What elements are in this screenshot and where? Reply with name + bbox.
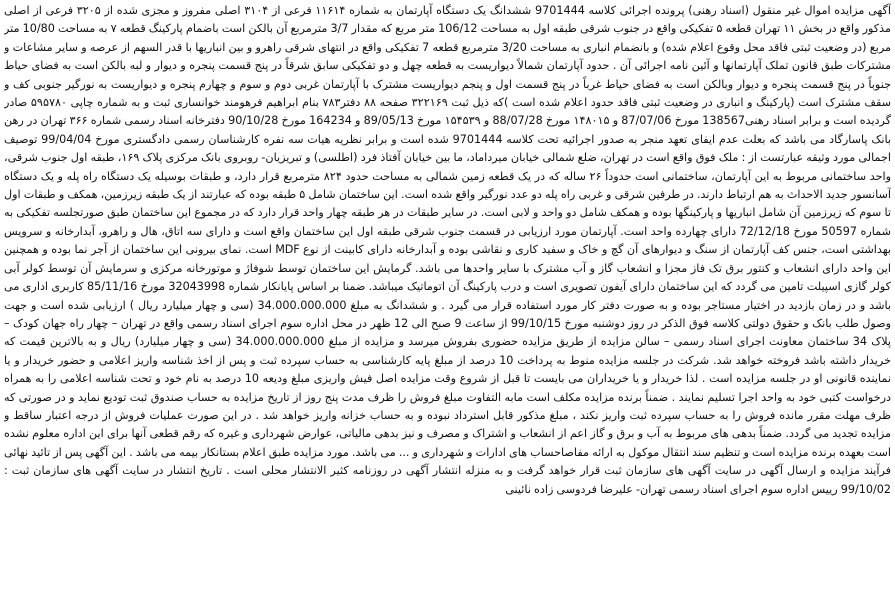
auction-notice-text: آگهی مزایده اموال غیر منقول (اسناد رهنی) پرونده اجرائی کلاسه 9701444 ششدانگ یک دستگاه آپارتمان به شماره ۱۱۶۱۴ فرعی از ۳۱۰۴ اصلی مفروز و مجزی شده از ۳۲۰۵ فرعی از اصلی مذکور واقع در بخش ۱۱ تهران قطعه ۵ تفکیکی واقع در جنوب شرقی طبقه اول به مساحت 106/12 متر مربع که مقدار 3/7 مترمربع آن بالکن است باضمام پارکینگ قطعه ۷ به مساحت 10/80 متر مربع (در وضعیت ثبتی فاقد محل وقوع اعلام شده) و بانضمام انباری به مساحت 3/20 مترمربع قطعه 7 تفکیکی واقع در انتهای شرقی راهرو و بین انباریها با قدر السهم از عرصه و سایر مشاعات و مشترکات طبق قانون تملک آپارتمانها و آئین نامه اجرائی آن . حدود آپارتمان شمالاً دیواریست به قطعه چهل و دو تفکیکی سابق شرقاً در پنج قسمت پنجره و دیوار و لبه بالکن است به فضای حیاط جنوباً در پنج قسمت پنجره و دیوار وبالکن است به فضای حیاط غرباً در پنج قسمت اول و پنجم دیواریست مشترک با آپارتمان غربی دوم و سوم و چهارم پنجره و دیواریست به نورگیر جنوبی کف و سقف مشترک است (پارکینگ و انباری در وضعیت ثبتی فاقد حدود اعلام شده است )که ذیل ثبت ۳۲۲۱۶۹ صفحه ۸۸ دفتر۷۸۳ بنام ابراهیم فرهومند خوانساری ثبت و به شماره چاپی ۵۹۵۷۸۰ صادر گردیده است و برابر اسناد رهنی138567 مورخ 87/07/06 و ۱۴۸۰۱۵ مورخ 88/07/28 و ۱۵۴۵۳۹ مورخ 89/05/13 و 164234 مورخ 90/10/28 دفترخانه اسناد رسمی شماره ۳۶۶ تهران در رهن بانک پاسارگاد می باشد که بعلت عدم ایفای تعهد منجر به صدور اجرائیه تحت کلاسه 9701444 شده است و برابر نظریه هیات سه نفره کارشناسان رسمی دادگستری مورخ 99/04/04 توصیف اجمالی مورد وثیقه عبارتست از : ملک فوق واقع است در تهران، ضلع شمالی خیابان میرداماد، ما بین خیابان آفتاذ فرد (اطلسی) و تبریزیان- روبروی بانک مرکزی پلاک ۱۶۹، طبقه اول جنوب شرقی، واحد ساختمانی مربوط به این آپارتمان، ساختمانی است حدوداً ۲۶ ساله که در یک قطعه زمین شمالی به مساحت حدود ۸۲۴ مترمربع قرار دارد، و طبقات بوسیله یک دستگاه راه پله و یک دستگاه آسانسور جدید الاحداث به هم ارتباط دارند. در طرفین شرقی و غربی راه پله دو عدد نورگیر واقع شده است. این ساختمان شامل ۵ طبقه بوده که عبارتند از یک طبقه زیرزمین، همکف و طبقات اول تا سوم که زیرزمین آن شامل انباریها و پارکینگها بوده و همکف شامل دو واحد و لابی است. در سایر طبقات در هر طبقه چهار واحد قرار دارد که در مجموع این ساختمان طبق صورتجلسه تفکیکی به شماره 50597 مورخ 72/12/18 دارای چهارده واحد است. آپارتمان مورد ارزیابی در قسمت جنوب شرقی طبقه اول این ساختمان واقع است و دارای سه اتاق، هال و راهرو، آبدارخانه و سرویس بهداشتی است، جنس کف آپارتمان از سنگ و دیوارهای آن گچ و خاک و سفید کاری و نقاشی بوده و آبدارخانه دارای کابینت از نوع MDF است. نمای بیرونی این ساختمان از آجر نما بوده و همچنین این واحد دارای انشعاب و کنتور برق تک فاز مجزا و انشعاب گاز و آب مشترک با سایر واحدها می باشد. گرمایش این ساختمان توسط شوفاژ و موتورخانه مرکزی و سرمایش آن توسط کولر آبی کولر گازی اسپیلت تامین می گردد که این ساختمان دارای آیفون تصویری است و درب پارکینگ آن اتوماتیک میباشد. ضمنا بر اساس پایانکار شماره 32043998 مورخ 85/11/16 کاربری اداری می باشد و در زمان بازدید در اختیار مستاجر بوده و به صورت دفتر کار مورد استفاده قرار می گیرد . و ششدانگ به مبلغ 34.000.000.000 (سی و چهار میلیارد ریال ) ارزیابی شده است و جهت وصول طلب بانک و حقوق دولتی کلاسه فوق الذکر در روز دوشنبه مورخ 99/10/15 از ساعت 9 صبح الی 12 ظهر در محل اداره سوم اجرای اسناد رسمی واقع در تهران – چهار راه جهان کودک – پلاک 34 ساختمان معاونت اجرای اسناد رسمی – سالن مزایده از طریق مزایده حضوری بفروش میرسد و مزایده از مبلغ 34.000.000.000 (سی و چهار میلیارد) ریال و به بالاترین قیمت که خریدار داشته باشد فروخته خواهد شد. شرکت در جلسه مزایده منوط به پرداخت 10 درصد از مبلغ پایه کارشناسی به حساب سپرده ثبت و پس از اخذ شناسه واریز اعلامی و حضور خریدار و یا نماینده قانونی او در جلسه مزایده است . لذا خریدار و یا خریداران می بایست تا قبل از شروع وقت مزایده اصل فیش واریزی مبلغ ودیعه 10 درصد به نام خود و تحت شناسه اعلامی را به همراه درخواست کتبی خود به واحد اجرا تسلیم نمایند . ضمناً برنده مزایده مکلف است مابه التفاوت مبلغ فروش را ظرف مدت پنج روز از تاریخ مزایده به حساب صندوق ثبت تودیع نماید و در صورتی که ظرف مهلت مقرر مانده فروش را به حساب سپرده ثبت واریز نکند ، مبلغ مذکور قابل استرداد نبوده و به حساب خزانه واریز خواهد شد . در این صورت عملیات فروش از درجه اعتبار ساقط و مزایده تجدید می گردد. ضمناً بدهی های مربوط به آب و برق و گاز اعم از انشعاب و اشتراک و مصرف و نیز بدهی مالیاتی، عوارض شهرداری و غیره که رقم قطعی آنها برای این اداره معلوم نشده است بعهده برنده مزایده است و تنظیم سند انتقال موکول به ارائه مفاصاحساب های ادارات و شهرداری و ... می باشد. مورد مزایده طبق اعلام بستانکار بیمه می باشد . این آگهی پس از تائید نهائی فرآیند مزایده و ارسال آگهی در سایت آگهی های سازمان ثبت قرار خواهد گرفت و به منزله انتشار آگهی در روزنامه کثیر الانتشار محلی است . تاریخ انتشار در سایت آگهی های سازمان ثبت : 99/10/02 رییس اداره سوم اجرای اسناد رسمی تهران- علیرضا فردوسی زاده نائینی: [4, 4, 891, 496]
